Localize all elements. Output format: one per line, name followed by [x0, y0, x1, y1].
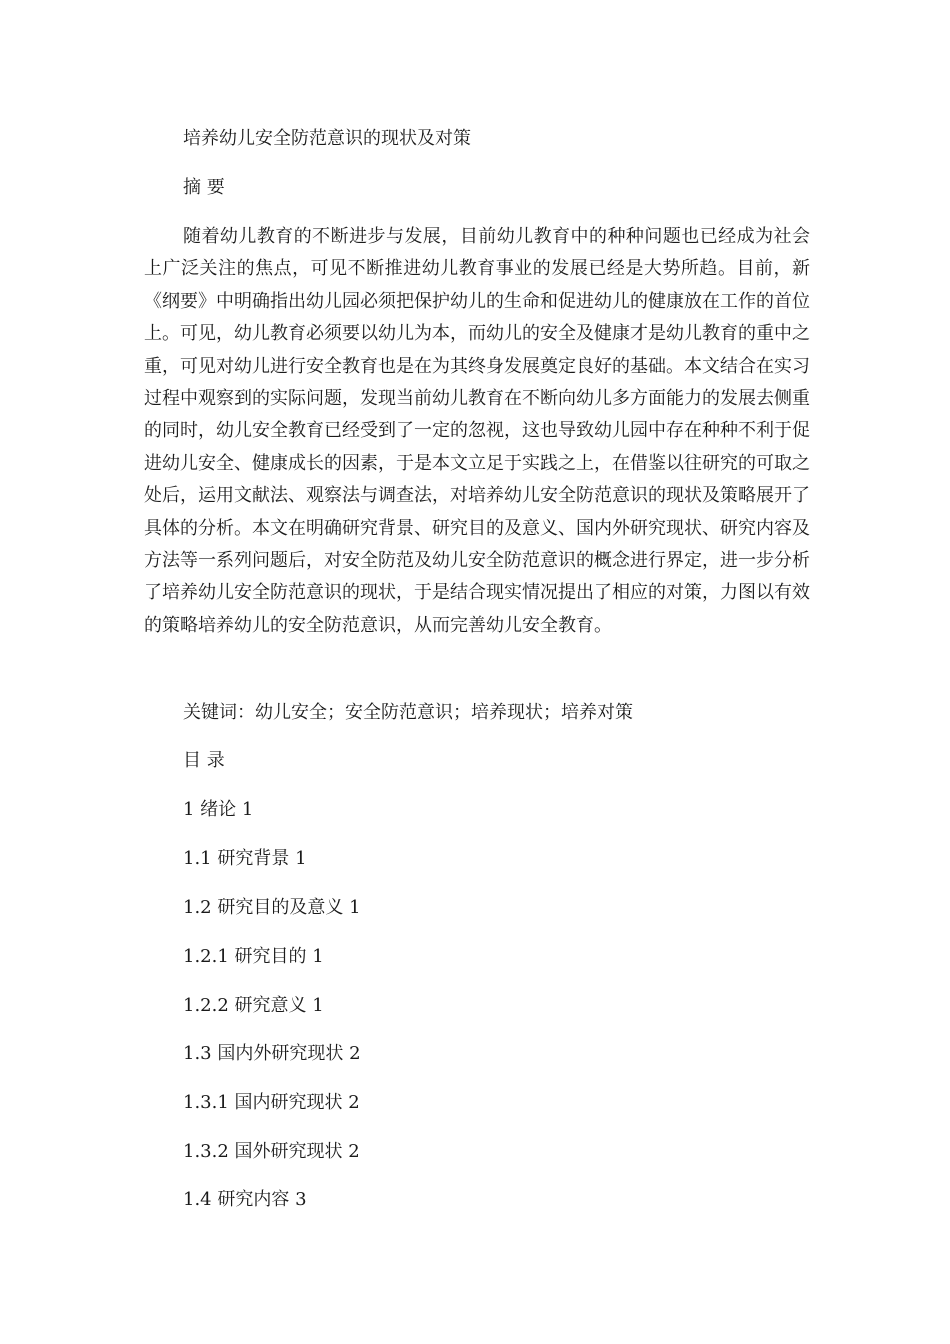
abstract-heading: 摘 要: [183, 177, 225, 198]
toc-item: 1.2.1 研究目的 1: [183, 946, 324, 967]
abstract-paragraph: 随着幼儿教育的不断进步与发展，目前幼儿教育中的种种问题也已经成为社会上广泛关注的焦点，可见不断推进幼儿教育事业的发展已经是大势所趋。目前，新《纲要》中明确指出幼儿园必须把保护幼儿的生命和促进幼儿的健康放在工作的首位上。可见，幼儿教育必须要以幼儿为本，而幼儿的安全及健康才是幼儿教育的重中之重，可见对幼儿进行安全教育也是在为其终身发展奠定良好的基础。本文结合在实习过程中观察到的实际问题，发现当前幼儿教育在不断向幼儿多方面能力的发展去侧重的同时，幼儿安全教育已经受到了一定的忽视，这也导致幼儿园中存在种种不利于促进幼儿安全、健康成长的因素，于是本文立足于实践之上，在借鉴以往研究的可取之处后，运用文献法、观察法与调查法，对培养幼儿安全防范意识的现状及策略展开了具体的分析。本文在明确研究背景、研究目的及意义、国内外研究现状、研究内容及方法等一系列问题后，对安全防范及幼儿安全防范意识的概念进行界定，进一步分析了培养幼儿安全防范意识的现状，于是结合现实情况提出了相应的对策，力图以有效的策略培养幼儿的安全防范意识，从而完善幼儿安全教育。: [144, 226, 810, 636]
toc-item: 1 绪论 1: [183, 799, 254, 820]
toc-heading: 目 录: [183, 750, 225, 771]
toc-item: 1.2.2 研究意义 1: [183, 995, 324, 1016]
toc-item: 1.2 研究目的及意义 1: [183, 897, 361, 918]
toc-item: 1.4 研究内容 3: [183, 1189, 307, 1210]
document-title: 培养幼儿安全防范意识的现状及对策: [183, 128, 471, 149]
toc-item: 1.3.1 国内研究现状 2: [183, 1092, 360, 1113]
keywords-line: 关键词：幼儿安全；安全防范意识；培养现状；培养对策: [183, 702, 633, 723]
toc-item: 1.3 国内外研究现状 2: [183, 1043, 361, 1064]
toc-item: 1.1 研究背景 1: [183, 848, 307, 869]
toc-item: 1.3.2 国外研究现状 2: [183, 1141, 360, 1162]
